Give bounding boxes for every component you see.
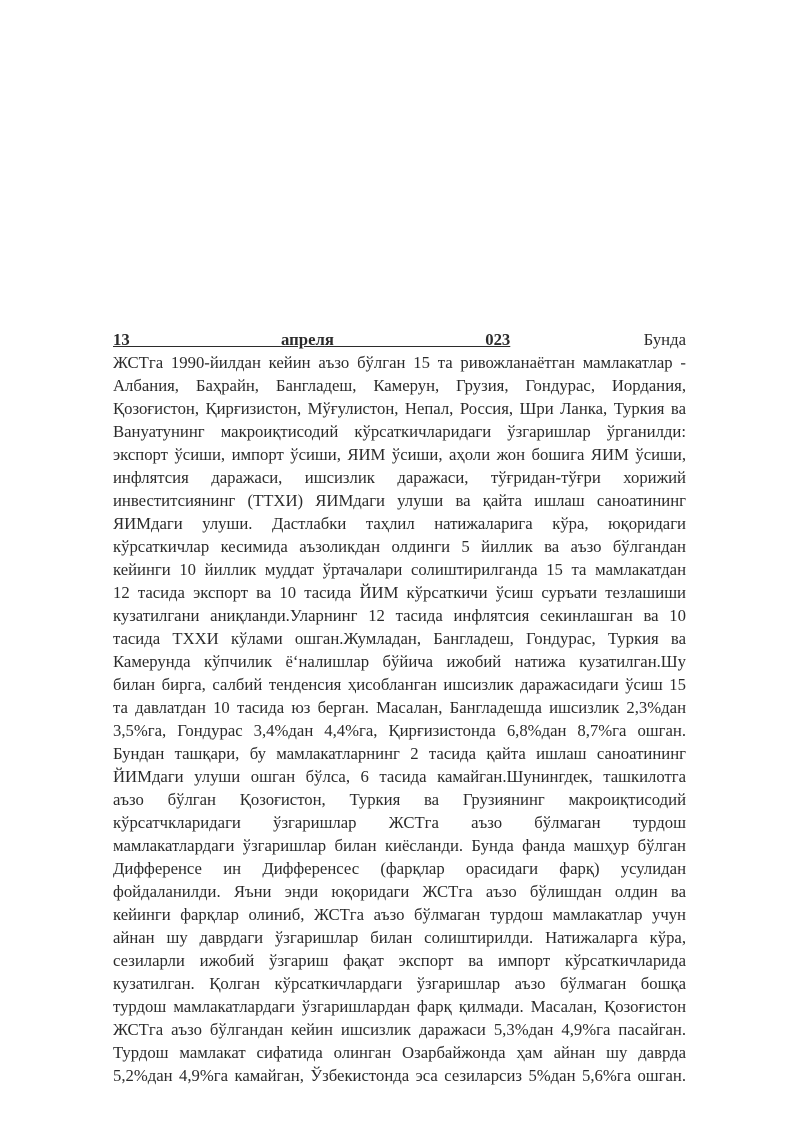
paragraph-line: кўрсаткичлар кесимида аъзоликдан олдинги 5 йиллик ва аъзо бўлгандан (113, 537, 686, 556)
paragraph-line: кейинги 10 йиллик муддат ўртачалари солиштирилганда 15 та мамлакатдан (113, 560, 686, 579)
paragraph-line: ЙИМдаги улуши ошган бўлса, 6 тасида камайган.Шунингдек, ташкилотга (113, 767, 686, 786)
paragraph-line: аъзо бўлган Қозоғистон, Туркия ва Грузиянинг макроиқтисодий (113, 790, 686, 809)
paragraph-line: кузатилган. Қолган кўрсаткичлардаги ўзгаришлар аъзо бўлмаган бошқа (113, 974, 686, 993)
paragraph-line: 12 тасида экспорт ва 10 тасида ЙИМ кўрсаткичи ўсиш суръати тезлашиши (113, 583, 686, 602)
paragraph-line: Турдош мамлакат сифатида олинган Озарбайжонда ҳам айнан шу даврда (113, 1043, 686, 1062)
paragraph-line: экспорт ўсиши, импорт ўсиши, ЯИМ ўсиши, аҳоли жон бошига ЯИМ ўсиши, (113, 445, 686, 464)
paragraph-line: Бунда (643, 330, 686, 349)
paragraph-line: Бундан ташқари, бу мамлакатларнинг 2 тасида қайта ишлаш саноатининг (113, 744, 686, 763)
paragraph-line: 3,5%га, Гондурас 3,4%дан 4,4%га, Қирғизистонда 6,8%дан 8,7%га ошган. (113, 721, 686, 740)
paragraph-line: кўрсатчкларидаги ўзгаришлар ЖСТга аъзо бўлмаган турдош (113, 813, 686, 832)
paragraph-line: сезиларли ижобий ўзгариш фақат экспорт ва импорт кўрсаткичларида (113, 951, 686, 970)
paragraph-line: тасида ТХХИ кўлами ошган.Жумладан, Бангладеш, Гондурас, Туркия ва (113, 629, 686, 648)
paragraph-line: 5,2%дан 4,9%га камайган, Ўзбекистонда эса сезиларсиз 5%дан 5,6%га ошган. (113, 1066, 686, 1085)
paragraph-line: Камерунда кўпчилик ёʻналишлар бўйича ижобий натижа кузатилган.Шу (113, 652, 686, 671)
paragraph-line: билан бирга, салбий тенденсия ҳисобланган ишсизлик даражасидаги ўсиш 15 (113, 675, 686, 694)
first-line (113, 328, 686, 351)
date-heading: 13 апреля 023 (113, 330, 511, 349)
paragraph-line: Албания, Баҳрайн, Бангладеш, Камерун, Грузия, Гондурас, Иордания, (113, 376, 686, 395)
paragraph-line: Қозоғистон, Қирғизистон, Мўғулистон, Непал, Россия, Шри Ланка, Туркия ва (113, 399, 686, 418)
paragraph-line: турдош мамлакатлардаги ўзгаришлардан фарқ қилмади. Масалан, Қозоғистон (113, 997, 686, 1016)
paragraph-line: инвеститсиянинг (ТТХИ) ЯИМдаги улуши ва қайта ишлаш саноатининг (113, 491, 686, 510)
paragraph-line: ЖСТга 1990-йилдан кейин аъзо бўлган 15 та ривожланаётган мамлакатлар - (113, 353, 686, 372)
paragraph-line: Дифференсе ин Дифференсес (фарқлар орасидаги фарқ) усулидан (113, 859, 686, 878)
paragraph-line: кейинги фарқлар олиниб, ЖСТга аъзо бўлмаган турдош мамлакатлар учун (113, 905, 686, 924)
paragraph-line: кузатилгани аниқланди.Уларнинг 12 тасида инфлятсия секинлашган ва 10 (113, 606, 686, 625)
paragraph-line: та давлатдан 10 тасида юз берган. Масалан, Бангладешда ишсизлик 2,3%дан (113, 698, 686, 717)
paragraph-line: ЯИМдаги улуши. Дастлабки таҳлил натижаларига кўра, юқоридаги (113, 514, 686, 533)
paragraph-line: ЖСТга аъзо бўлгандан кейин ишсизлик даражаси 5,3%дан 4,9%га пасайган. (113, 1020, 686, 1039)
paragraph-line: айнан шу даврдаги ўзгаришлар билан солиштирилди. Натижаларга кўра, (113, 928, 686, 947)
paragraph-line: фойдаланилди. Яъни энди юқоридаги ЖСТга аъзо бўлишдан олдин ва (113, 882, 686, 901)
paragraph-line: Вануатунинг макроиқтисодий кўрсаткичларидаги ўзгаришлар ўрганилди: (113, 422, 686, 441)
document-page (113, 328, 686, 1087)
paragraph-line: инфлятсия даражаси, ишсизлик даражаси, тўғридан-тўғри хорижий (113, 468, 686, 487)
paragraph-body (113, 351, 686, 1087)
paragraph-line: мамлакатлардаги ўзгаришлар билан киёсланди. Бунда фанда машҳур бўлган (113, 836, 686, 855)
